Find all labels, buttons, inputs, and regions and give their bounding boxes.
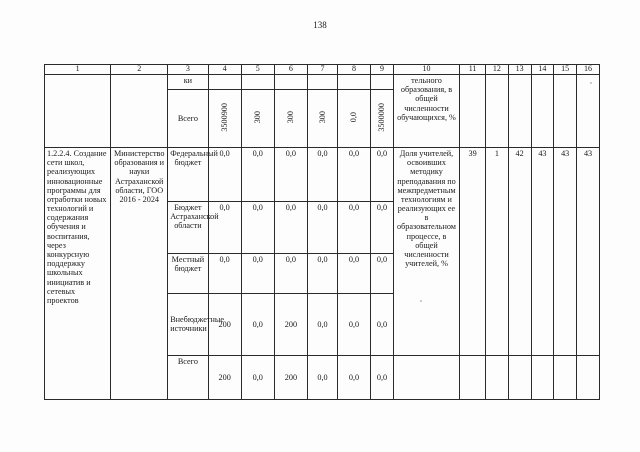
empty-cell	[208, 74, 241, 89]
amount-cell: 0,0	[337, 201, 370, 253]
continued-fragment-row	[45, 74, 600, 89]
column-number: 15	[554, 65, 577, 75]
amount-cell: 0,0	[241, 293, 274, 355]
continued-source-fragment: ки	[168, 74, 208, 89]
empty-cell	[307, 74, 337, 89]
empty-cell	[274, 74, 307, 89]
amount-cell: 0,0	[241, 355, 274, 399]
continued-total-value: 300	[274, 89, 307, 147]
column-number: 2	[111, 65, 168, 75]
continued-total-value: 300	[241, 89, 274, 147]
amount-cell: 0,0	[307, 293, 337, 355]
empty-cell	[460, 74, 486, 147]
indicator-value: 43	[531, 147, 554, 355]
amount-cell: 0,0	[208, 253, 241, 293]
amount-cell: 0,0	[241, 253, 274, 293]
source-label: Всего	[168, 355, 208, 399]
amount-cell: 0,0	[307, 201, 337, 253]
empty-cell	[486, 355, 509, 399]
amount-cell: 0,0	[274, 147, 307, 201]
amount-cell: 0,0	[208, 147, 241, 201]
continued-executor-cell	[111, 74, 168, 147]
source-label: Внебюджетные источники	[168, 293, 208, 355]
column-number: 7	[307, 65, 337, 75]
measure-name: 1.2.2.4. Создание сети школ, реализующих инновационные программы для отработки новых технологий и содержания обучения и воспитания, через конкурсную поддержку школьных инициатив и сетевых проектов	[45, 147, 111, 399]
continued-measure-cell	[45, 74, 111, 147]
continued-total-value: 0,0	[337, 89, 370, 147]
empty-cell	[460, 355, 486, 399]
amount-cell: 0,0	[274, 253, 307, 293]
empty-cell	[393, 355, 459, 399]
amount-cell: 0,0	[337, 293, 370, 355]
measure-executor: Министерство образования и науки Астраханской области, ГОО 2016 - 2024	[111, 147, 168, 399]
amount-cell: 0,0	[307, 147, 337, 201]
continued-total-value: 3500000	[371, 89, 394, 147]
column-number: 12	[486, 65, 509, 75]
empty-cell	[486, 74, 509, 147]
amount-cell: 0,0	[337, 253, 370, 293]
amount-cell: 0,0	[241, 201, 274, 253]
source-row-federal	[45, 147, 600, 201]
source-label: Местный бюджет	[168, 253, 208, 293]
column-number: 13	[508, 65, 531, 75]
column-number: 4	[208, 65, 241, 75]
continued-indicator-text: тельного образования, в общей численности обучающихся, %	[393, 74, 459, 147]
empty-cell	[577, 355, 600, 399]
indicator-value: 43	[577, 147, 600, 355]
continued-total-value: 300	[307, 89, 337, 147]
indicator-value: 42	[508, 147, 531, 355]
column-number: 1	[45, 65, 111, 75]
continued-total-label: Всего	[168, 89, 208, 147]
amount-cell: 0,0	[307, 355, 337, 399]
page-number: 138	[313, 20, 327, 30]
amount-cell: 0,0	[371, 355, 394, 399]
amount-cell: 200	[208, 355, 241, 399]
column-number: 14	[531, 65, 554, 75]
program-table	[44, 64, 600, 400]
empty-cell	[554, 74, 577, 147]
empty-cell	[371, 74, 394, 89]
source-label: Федеральный бюджет	[168, 147, 208, 201]
amount-cell: 0,0	[371, 293, 394, 355]
empty-cell	[531, 355, 554, 399]
amount-cell: 0,0	[241, 147, 274, 201]
empty-cell	[508, 74, 531, 147]
source-label: Бюджет Астраханской области	[168, 201, 208, 253]
amount-cell: 0,0	[337, 355, 370, 399]
amount-cell: 0,0	[307, 253, 337, 293]
indicator-value: 43	[554, 147, 577, 355]
indicator-text: Доля учителей, освоивших методику преподавания по межпредметным технологиям и реализующих ее в образовательном процессе, в общей численности учителей, %	[393, 147, 459, 355]
column-number: 16	[577, 65, 600, 75]
amount-cell: 200	[208, 293, 241, 355]
indicator-value: 39	[460, 147, 486, 355]
empty-cell	[577, 74, 600, 147]
empty-cell	[554, 355, 577, 399]
amount-cell: 200	[274, 355, 307, 399]
column-number: 11	[460, 65, 486, 75]
column-number: 9	[371, 65, 394, 75]
empty-cell	[508, 355, 531, 399]
amount-cell: 0,0	[371, 201, 394, 253]
amount-cell: 0,0	[337, 147, 370, 201]
indicator-value: 1	[486, 147, 509, 355]
column-number: 8	[337, 65, 370, 75]
column-number: 10	[393, 65, 459, 75]
amount-cell: 0,0	[371, 147, 394, 201]
amount-cell: 0,0	[274, 201, 307, 253]
empty-cell	[337, 74, 370, 89]
amount-cell: 200	[274, 293, 307, 355]
amount-cell: 0,0	[371, 253, 394, 293]
empty-cell	[241, 74, 274, 89]
column-number: 6	[274, 65, 307, 75]
amount-cell: 0,0	[208, 201, 241, 253]
empty-cell	[531, 74, 554, 147]
column-number-row	[45, 65, 600, 75]
column-number: 3	[168, 65, 208, 75]
column-number: 5	[241, 65, 274, 75]
continued-total-value: 3500900	[208, 89, 241, 147]
